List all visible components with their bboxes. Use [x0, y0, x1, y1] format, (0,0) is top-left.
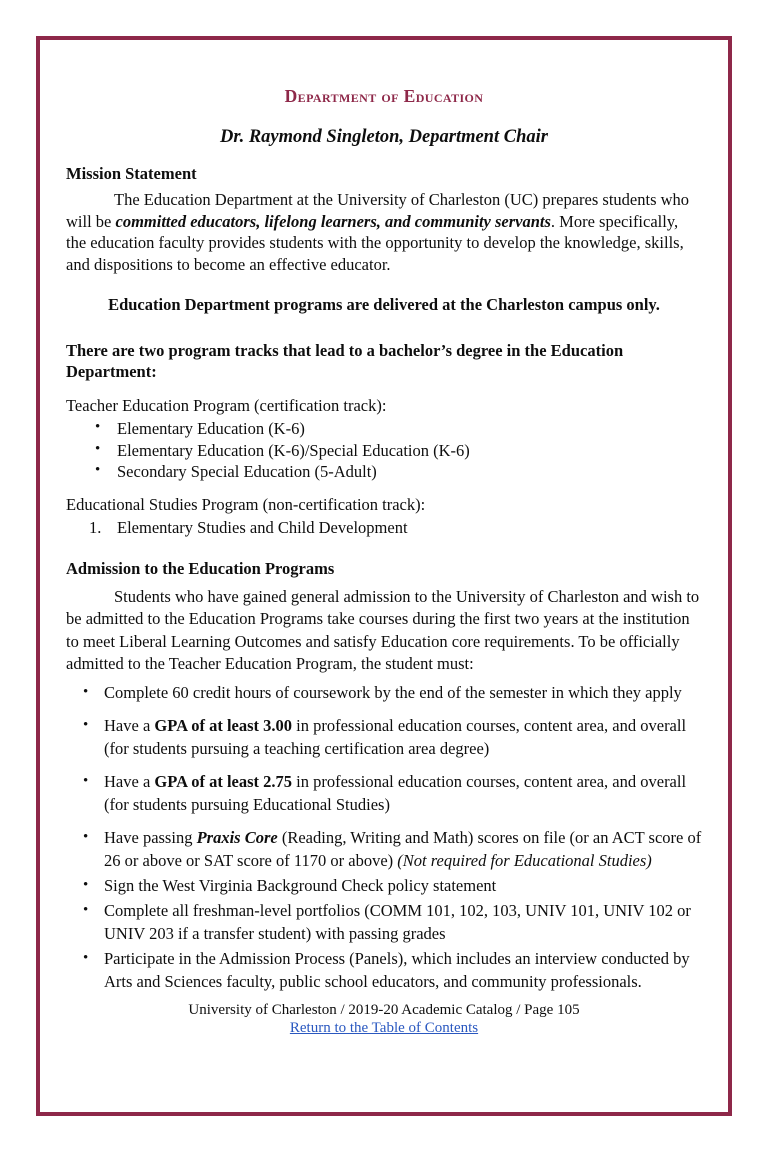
department-chair-line: Dr. Raymond Singleton, Department Chair [220, 127, 548, 147]
campus-notice: Education Department programs are delivered at the Charleston campus only. [108, 295, 660, 314]
list-item: • Secondary Special Education (5-Adult) [66, 461, 702, 483]
requirement-item: • Have passing Praxis Core (Reading, Writing and Math) scores on file (or an ACT score of 26 or above or SAT score of 1170 or above) (Not required for Educational Studies) [66, 826, 702, 872]
requirement-item: • Have a GPA of at least 2.75 in professional education courses, content area, and overall (for students pursuing Educational Studies) [66, 770, 702, 816]
footer-info: University of Charleston / 2019-20 Academic Catalog / Page 105 [188, 1001, 580, 1018]
list-item: Elementary Studies and Child Development [117, 518, 408, 537]
teacher-program-label: Teacher Education Program (certification track): [66, 395, 387, 415]
tracks-intro: There are two program tracks that lead to a bachelor’s degree in the Education Department: [66, 340, 624, 381]
studies-program-label: Educational Studies Program (non-certification track): [66, 494, 426, 514]
admission-paragraph: Students who have gained general admission to the University of Charleston and wish to be admitted to the Education Programs take courses during the first two years at the institution to meet Liberal Learning Outcomes and satisfy Education core requirements. To be officially admitted to the Teacher Education Program, the student must: [66, 586, 700, 673]
requirement-item: • Participate in the Admission Process (Panels), which includes an interview conducted by Arts and Sciences faculty, public school educators, and community professionals. [66, 947, 702, 993]
page-border [36, 36, 732, 1116]
admission-heading: Admission to the Education Programs [66, 558, 335, 578]
requirement-item: • Complete 60 credit hours of coursework by the end of the semester in which they apply [66, 681, 702, 704]
page-title: Department of Education [284, 86, 484, 106]
requirement-item: • Sign the West Virginia Background Check policy statement [66, 874, 702, 897]
page-footer [66, 1001, 702, 1037]
requirement-item: • Have a GPA of at least 3.00 in professional education courses, content area, and overall (for students pursuing a teaching certification area degree) [66, 714, 702, 760]
toc-link[interactable]: Return to the Table of Contents [289, 1019, 479, 1036]
mission-text-end: . More specifically, the education faculty provides students with the opportunity to develop the knowledge, skills, and dispositions to become an effective educator. [66, 211, 684, 274]
studies-program-list [66, 517, 702, 539]
requirements-list [66, 681, 702, 993]
teacher-program-list [66, 418, 702, 483]
mission-paragraph [66, 189, 702, 275]
list-item: • Elementary Education (K-6)/Special Education (K-6) [66, 440, 702, 462]
list-item: • Elementary Education (K-6) [66, 418, 702, 440]
mission-text-start: The Education Department at the University of Charleston (UC) prepares students who will be [66, 190, 690, 231]
requirement-item: • Complete all freshman-level portfolios (COMM 101, 102, 103, UNIV 101, UNIV 102 or UNIV 203 if a transfer student) with passing grades [66, 899, 702, 945]
mission-heading: Mission Statement [66, 164, 197, 183]
mission-text-emphasis: committed educators, lifelong learners, and community servants [115, 211, 551, 231]
